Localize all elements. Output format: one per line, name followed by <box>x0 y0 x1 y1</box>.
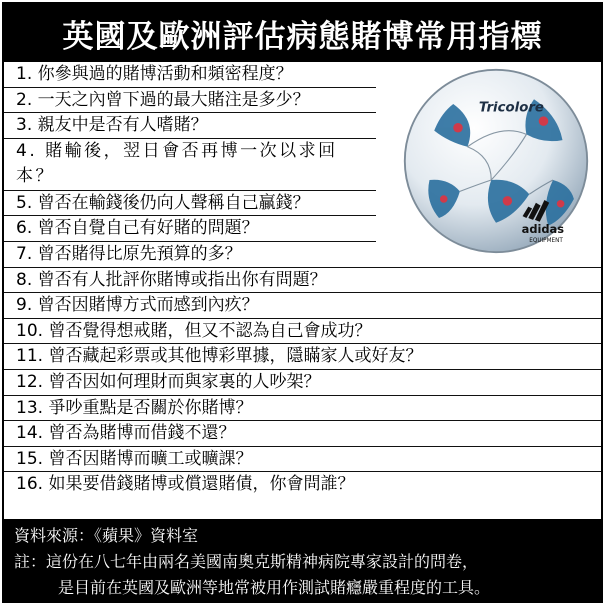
question-item: 16. 如果要借錢賭博或償還賭債，你會問誰？ <box>16 474 355 495</box>
question-item: 7. 曾否賭得比原先預算的多？ <box>4 242 601 268</box>
title-bar <box>4 4 601 62</box>
question-item: 14. 曾否為賭博而借錢不還？ <box>4 421 601 447</box>
question-item: 11. 曾否藏起彩票或其他博彩單據，隱瞞家人或好友？ <box>4 344 601 370</box>
question-item: 8. 曾否有人批評你賭博或指出你有問題？ <box>4 268 601 294</box>
question-item: 9. 曾否因賭博方式而感到內疚？ <box>4 293 601 319</box>
note-line: 註：這份在八七年由兩名美國南奧克斯精神病院專家設計的問卷， <box>14 552 479 571</box>
question-item: 5. 曾否在輸錢後仍向人聲稱自己贏錢？ <box>4 191 376 217</box>
ball-logo-text: adidas <box>521 222 565 237</box>
page-title: 英國及歐洲評估病態賭博常用指標 <box>62 18 543 55</box>
note-line-continued: 是目前在英國及歐洲等地常被用作測試賭癮嚴重程度的工具。 <box>58 578 491 597</box>
ball-logo-subtext: EQUIPMENT <box>529 237 563 244</box>
infographic-frame <box>2 2 603 603</box>
question-item: 1. 你參與過的賭博活動和頻密程度？ <box>4 62 376 88</box>
question-item: 10. 曾否覺得想戒賭，但又不認為自己會成功？ <box>4 319 601 345</box>
soccer-ball-image <box>401 66 591 256</box>
footer-notes <box>4 519 601 601</box>
source-line: 資料來源：《蘋果》資料室 <box>14 526 199 545</box>
question-item: 15. 曾否因賭博而曠工或曠課？ <box>4 447 601 473</box>
question-item: 4. 賭輸後，翌日會否再博一次以求回本？ <box>4 139 376 191</box>
question-item: 6. 曾否自覺自己有好賭的問題？ <box>4 216 376 242</box>
question-item: 13. 爭吵重點是否關於你賭博？ <box>4 396 601 422</box>
question-item: 12. 曾否因如何理財而與家裏的人吵架？ <box>4 370 601 396</box>
ball-brand-text: Tricolore <box>478 100 544 116</box>
question-item: 3. 親友中是否有人嗜賭？ <box>4 113 376 139</box>
question-item: 2. 一天之內曾下過的最大賭注是多少？ <box>4 88 376 114</box>
